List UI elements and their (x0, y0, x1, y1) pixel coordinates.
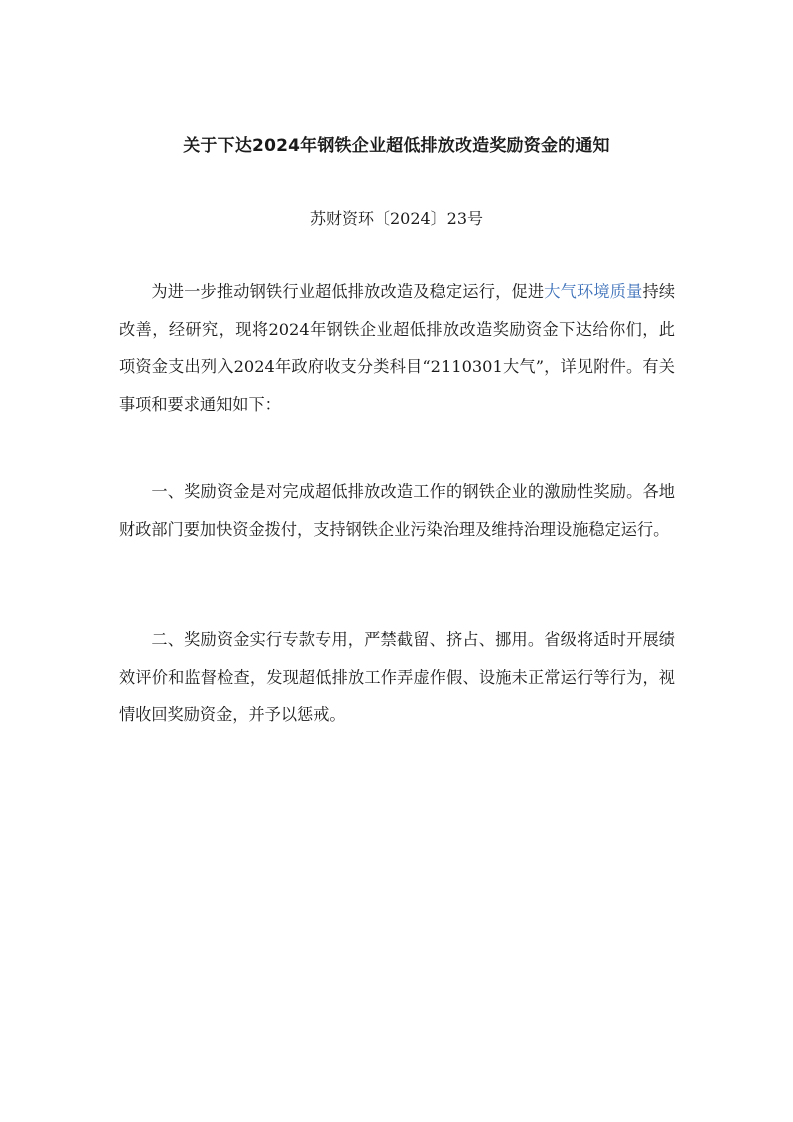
paragraph-intro-text-after: 持续改善，经研究，现将2024年钢铁企业超低排放改造奖励资金下达给你们，此项资金支出列入2024年政府收支分类科目“2110301大气”，详见附件。有关事项和要求通知如下： (119, 282, 676, 414)
document-number: 苏财资环〔2024〕23号 (309, 209, 484, 228)
paragraph-intro (119, 273, 675, 423)
paragraph-item-two: 二、奖励资金实行专款专用，严禁截留、挤占、挪用。省级将适时开展绩效评价和监督检查，发现超低排放工作弄虚作假、设施未正常运行等行为，视情收回奖励资金，并予以惩戒。 (119, 630, 675, 724)
paragraph-item-one: 一、奖励资金是对完成超低排放改造工作的钢铁企业的激励性奖励。各地财政部门要加快资金拨付，支持钢铁企业污染治理及维持治理设施稳定运行。 (119, 482, 675, 539)
air-quality-link[interactable]: 大气环境质量 (544, 282, 643, 301)
paragraph-intro-text-before: 为进一步推动钢铁行业超低排放改造及稳定运行，促进 (151, 282, 545, 301)
document-title: 关于下达2024年钢铁企业超低排放改造奖励资金的通知 (183, 136, 610, 156)
